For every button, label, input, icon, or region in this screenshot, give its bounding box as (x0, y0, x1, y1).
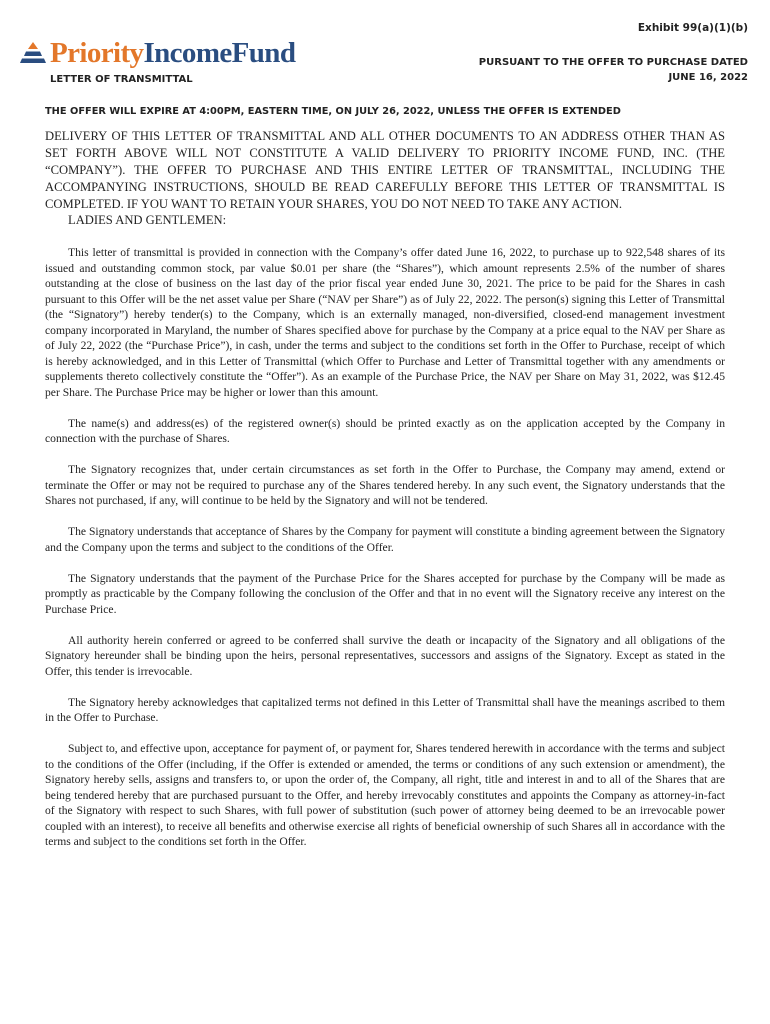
exhibit-label: Exhibit 99(a)(1)(b) (637, 22, 748, 34)
priority-logo-icon (20, 40, 46, 66)
pursuant-heading (479, 55, 748, 85)
paragraph-assignment: Subject to, and effective upon, acceptance for payment of, or payment for, Shares tendered herewith in accordance with the terms and subject to the conditions of the Offer (including, if the Offer is extended or amended, the terms or conditions of any such extension or amendment), the Signatory hereby sells, assigns and transfers to, or upon the order of, the Company, all right, title and interest in and to all of the Shares that are being tendered hereby that are purchased pursuant to the Offer, and hereby irrevocably constitutes and appoints the Company as attorney-in-fact of the Signatory with respect to such Shares, with full power of substitution (such power of attorney being deemed to be an irrevocable power coupled with an interest), to receive all benefits and otherwise exercise all rights of beneficial ownership of such Shares all in accordance with the terms and subject to the conditions set forth in the Offer. (45, 742, 725, 848)
logo-word-income: Income (143, 36, 232, 69)
logo-word-fund: Fund (231, 36, 296, 69)
pursuant-line-2: JUNE 16, 2022 (668, 72, 748, 83)
paragraph-offer-terms: This letter of transmittal is provided in connection with the Company’s offer dated June 16, 2022, to purchase up to 922,548 shares of its issued and outstanding common stock, par value $0.01 per share (the “Shares”), which amount represents 2.5% of the number of shares outstanding at the close of business on the last day of the prior fiscal year ended June 30, 2021. The price to be paid for the Shares in cash pursuant to this Offer will be the net asset value per Share (“NAV per Share”) as of July 22, 2022. The person(s) signing this Letter of Transmittal (the “Signatory”) hereby tender(s) to the Company, which is an externally managed, non-diversified, closed-end management investment company incorporated in Maryland, the number of Shares specified above for purchase by the Company at a price equal to the NAV per Share as of July 22, 2022 (the “Purchase Price”), in cash, under the terms and subject to the conditions set forth in the Offer to Purchase, receipt of which is hereby acknowledged, and in this Letter of Transmittal (which Offer to Purchase and Letter of Transmittal together with any amendments or supplements thereto collectively constitute the “Offer”). As an example of the Purchase Price, the NAV per Share on May 31, 2022, was $12.45 per Share. The Purchase Price may be higher or lower than this amount. (45, 246, 725, 399)
salutation: LADIES AND GENTLEMEN: (68, 213, 227, 227)
letter-title: LETTER OF TRANSMITTAL (50, 74, 193, 85)
paragraph-authority: All authority herein conferred or agreed to be conferred shall survive the death or incapacity of the Signatory and all obligations of the Signatory hereunder shall be binding upon the heirs, personal representatives, successors and assigns of the Signatory. Except as stated in the Offer, this tender is irrevocable. (45, 633, 725, 678)
paragraph-binding-agreement: The Signatory understands that acceptance of Shares by the Company for payment will constitute a binding agreement between the Signatory and the Company upon the terms and subject to the conditions of the Offer. (45, 525, 725, 554)
logo-wordmark (50, 37, 295, 70)
paragraph-definitions: The Signatory hereby acknowledges that capitalized terms not defined in this Letter of Transmittal shall have the meanings ascribed to them in the Offer to Purchase. (45, 695, 725, 724)
expiration-notice: THE OFFER WILL EXPIRE AT 4:00PM, EASTERN TIME, ON JULY 26, 2022, UNLESS THE OFFER IS EXTENDED (45, 106, 621, 117)
letter-body (45, 245, 725, 865)
paragraph-registered-owner: The name(s) and address(es) of the registered owner(s) should be printed exactly as on the application accepted by the Company in connection with the purchase of Shares. (45, 416, 725, 445)
paragraph-amend-offer: The Signatory recognizes that, under certain circumstances as set forth in the Offer to Purchase, the Company may amend, extend or terminate the Offer or may not be required to purchase any of the Shares tendered hereby. In any such event, the Signatory understands that the Shares not purchased, if any, will continue to be held by the Signatory and will not be tendered. (45, 463, 725, 507)
company-logo (20, 36, 295, 70)
logo-word-priority: Priority (50, 36, 144, 69)
paragraph-payment: The Signatory understands that the payment of the Purchase Price for the Shares accepted for purchase by the Company will be made as promptly as practicable by the Company following the conclusion of the Offer and that in no event will the Signatory receive any interest on the Purchase Price. (45, 571, 725, 616)
pursuant-line-1: PURSUANT TO THE OFFER TO PURCHASE DATED (478, 57, 748, 68)
delivery-notice: DELIVERY OF THIS LETTER OF TRANSMITTAL AND ALL OTHER DOCUMENTS TO AN ADDRESS OTHER THAN AS SET FORTH ABOVE WILL NOT CONSTITUTE A VALID DELIVERY TO PRIORITY INCOME FUND, INC. (THE “COMPANY”). THE OFFER TO PURCHASE AND THIS ENTIRE LETTER OF TRANSMITTAL, INCLUDING THE ACCOMPANYING INSTRUCTIONS, SHOULD BE READ CAREFULLY BEFORE THIS LETTER OF TRANSMITTAL IS COMPLETED. IF YOU WANT TO RETAIN YOUR SHARES, YOU DO NOT NEED TO TAKE ANY ACTION. (45, 129, 725, 211)
